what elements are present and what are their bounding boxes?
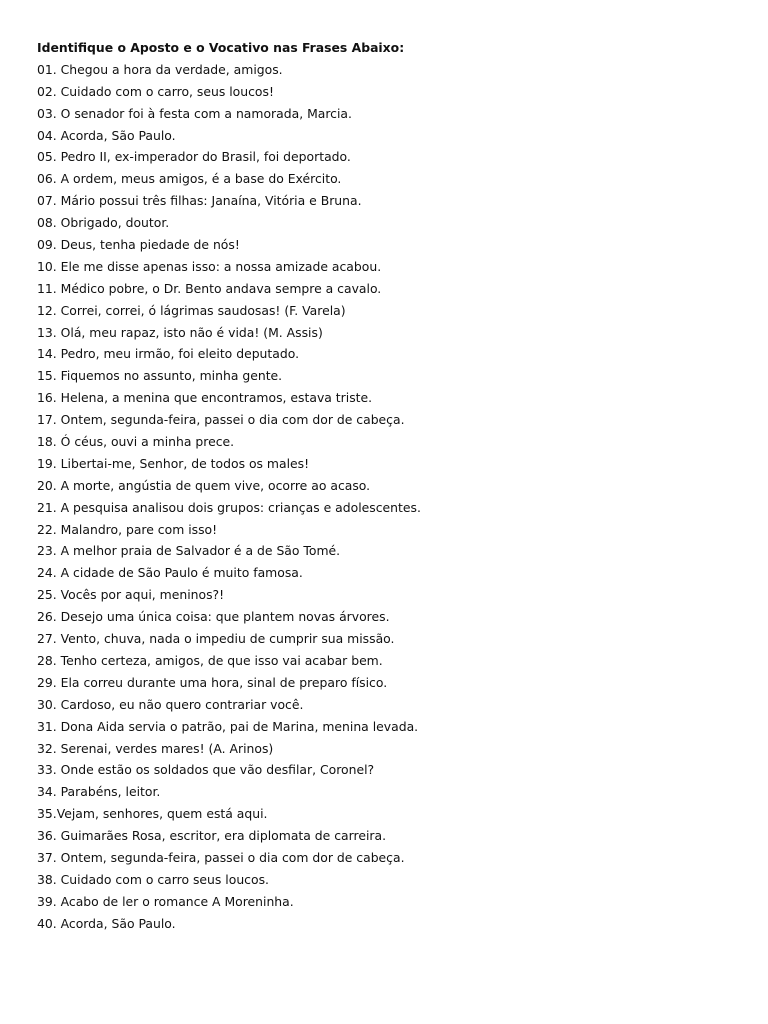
sentence-line: 14. Pedro, meu irmão, foi eleito deputado.	[37, 346, 300, 362]
sentence-list	[37, 59, 737, 935]
sentence-line: 18. Ó céus, ouvi a minha prece.	[37, 434, 235, 450]
sentence-line: 26. Desejo uma única coisa: que plantem novas árvores.	[37, 609, 390, 625]
sentence-line: 20. A morte, angústia de quem vive, ocorre ao acaso.	[37, 477, 371, 493]
sentence-line: 06. A ordem, meus amigos, é a base do Exército.	[37, 171, 342, 187]
sentence-line: 19. Libertai-me, Senhor, de todos os males!	[37, 455, 310, 471]
sentence-line: 27. Vento, chuva, nada o impediu de cumprir sua missão.	[37, 631, 395, 647]
sentence-line: 12. Correi, correi, ó lágrimas saudosas! (F. Varela)	[37, 302, 346, 318]
sentence-line: 05. Pedro II, ex-imperador do Brasil, foi deportado.	[37, 149, 351, 165]
sentence-line: 08. Obrigado, doutor.	[37, 215, 170, 231]
document-title: Identifique o Aposto e o Vocativo nas Frases Abaixo:	[37, 40, 405, 55]
sentence-line: 01. Chegou a hora da verdade, amigos.	[37, 61, 283, 77]
sentence-line: 09. Deus, tenha piedade de nós!	[37, 237, 240, 253]
sentence-line: 37. Ontem, segunda-feira, passei o dia com dor de cabeça.	[37, 849, 405, 865]
sentence-line: 07. Mário possui três filhas: Janaína, Vitória e Bruna.	[37, 193, 362, 209]
sentence-line: 30. Cardoso, eu não quero contrariar você.	[37, 696, 304, 712]
sentence-line: 29. Ela correu durante uma hora, sinal de preparo físico.	[37, 674, 388, 690]
sentence-line: 15. Fiquemos no assunto, minha gente.	[37, 368, 283, 384]
sentence-line: 32. Serenai, verdes mares! (A. Arinos)	[37, 740, 274, 756]
sentence-line: 22. Malandro, pare com isso!	[37, 521, 218, 537]
sentence-line: 10. Ele me disse apenas isso: a nossa amizade acabou.	[37, 258, 382, 274]
sentence-line: 36. Guimarães Rosa, escritor, era diplomata de carreira.	[37, 828, 387, 844]
sentence-line: 02. Cuidado com o carro, seus loucos!	[37, 83, 274, 99]
document-page	[37, 37, 737, 935]
sentence-line: 25. Vocês por aqui, meninos?!	[37, 587, 225, 603]
sentence-line: 33. Onde estão os soldados que vão desfilar, Coronel?	[37, 762, 375, 778]
sentence-line: 17. Ontem, segunda-feira, passei o dia com dor de cabeça.	[37, 412, 405, 428]
sentence-line: 31. Dona Aida servia o patrão, pai de Marina, menina levada.	[37, 718, 419, 734]
sentence-line: 13. Olá, meu rapaz, isto não é vida! (M. Assis)	[37, 324, 323, 340]
sentence-line: 04. Acorda, São Paulo.	[37, 127, 176, 143]
sentence-line: 03. O senador foi à festa com a namorada, Marcia.	[37, 105, 352, 121]
sentence-line: 35.Vejam, senhores, quem está aqui.	[37, 806, 268, 822]
sentence-line: 39. Acabo de ler o romance A Moreninha.	[37, 893, 294, 909]
sentence-line: 11. Médico pobre, o Dr. Bento andava sempre a cavalo.	[37, 280, 382, 296]
sentence-line: 21. A pesquisa analisou dois grupos: crianças e adolescentes.	[37, 499, 421, 515]
sentence-line: 28. Tenho certeza, amigos, de que isso vai acabar bem.	[37, 652, 383, 668]
sentence-line: 34. Parabéns, leitor.	[37, 784, 161, 800]
sentence-line: 38. Cuidado com o carro seus loucos.	[37, 871, 269, 887]
sentence-line: 23. A melhor praia de Salvador é a de São Tomé.	[37, 543, 341, 559]
sentence-line: 24. A cidade de São Paulo é muito famosa.	[37, 565, 303, 581]
sentence-line: 40. Acorda, São Paulo.	[37, 915, 176, 931]
sentence-line: 16. Helena, a menina que encontramos, estava triste.	[37, 390, 373, 406]
